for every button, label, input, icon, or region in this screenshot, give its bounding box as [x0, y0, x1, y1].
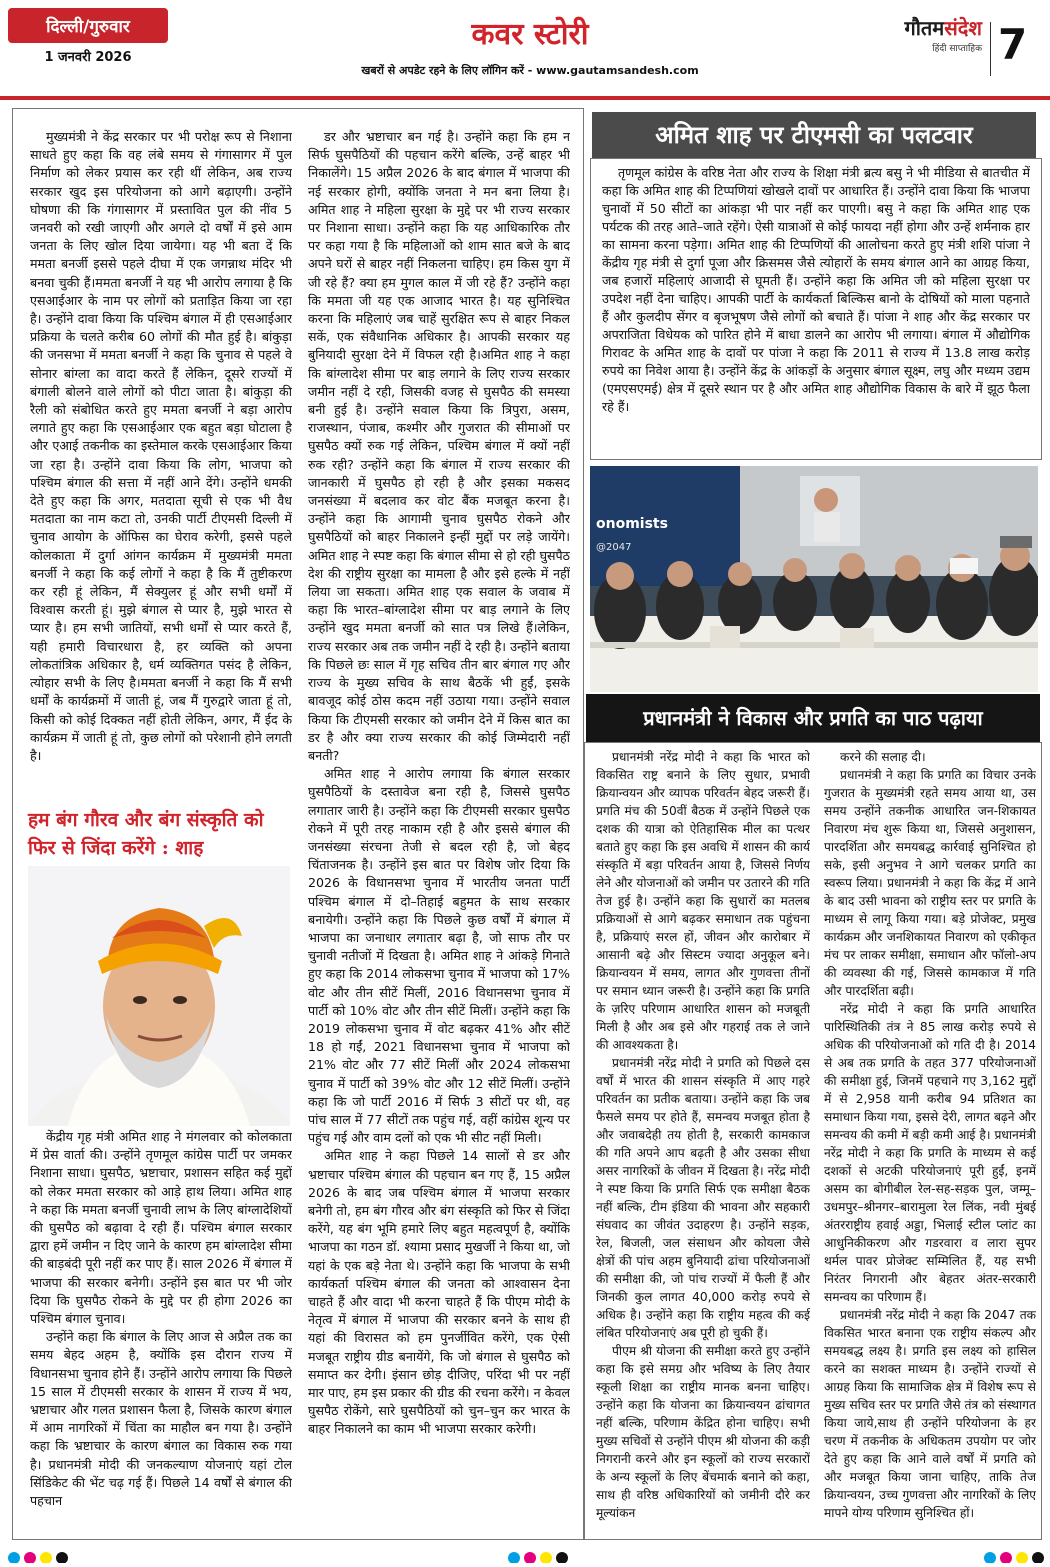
meeting-photo — [590, 466, 1038, 692]
brand-subtitle: हिंदी साप्ताहिक — [932, 44, 982, 54]
story2-headline: अमित शाह पर टीएमसी का पलटवार — [592, 112, 1036, 158]
brand-suffix: संदेश — [944, 16, 982, 40]
story3-paragraph: प्रधानमंत्री नरेंद्र मोदी ने कहा कि भारत को विकसित राष्ट्र बनाने के लिए सुधार, प्रभावी क्रियान्वयन और व्यापक परिवर्तन बेहद जरूरी हैं। प्रगति मंच की 50वीं बैठक में उन्होंने पिछले एक दशक की यात्रा को ऐतिहासिक मील का पत्थर बताते हुए कहा कि इस अवधि में शासन की कार्य संस्कृति में बड़ा परिवर्तन आया है, जिससे निर्णय लेने और योजनाओं को जमीन पर उतारने की गति तेज हुई है। उन्होंने कहा कि सुधारों का मतलब प्रक्रियाओं से आगे बढ़कर समाधान तक पहुंचना है, प्रक्रियाएं सरल हों, जीवन और कारोबार में आसानी बढ़े और सिस्टम ज्यादा अनुकूल बने। क्रियान्वयन में समय, लागत और गुणवत्ता तीनों पर समान ध्यान जरूरी है। उन्होंने कहा कि प्रगति के ज़रिए परिणाम आधारित शासन को मजबूती मिली है और अब इसे और गहराई तक ले जाने की आवश्यकता है। — [596, 750, 810, 1052]
photo-backdrop-subtext: @2047 — [596, 542, 632, 553]
dateline — [8, 8, 168, 65]
story1-column1-top — [30, 128, 292, 788]
page-header — [0, 0, 1050, 96]
story2-paragraph: तृणमूल कांग्रेस के वरिष्ठ नेता और राज्य के शिक्षा मंत्री ब्रत्य बसु ने भी मीडिया से बातचीत में कहा कि अमित शाह की टिप्पणियां खोखले दावों पर आधारित हैं। उन्होंने दावा किया कि भाजपा चुनावों में 50 सीटों का आंकड़ा भी पार नहीं कर पाएगी। बसु ने कहा कि अमित शाह एक पर्यटक की तरह आते–जाते रहेंगे। ऐसी यात्राओं से कोई फायदा नहीं होगा और उन्हें शर्मनाक हार का सामना करना पड़ेगा। अमित शाह की टिप्पणियों की आलोचना करते हुए मंत्री शशि पांजा ने केंद्रीय गृह मंत्री से दुर्गा पूजा और क्रिसमस जैसे त्योहारों के समय बंगाल आने का आग्रह किया, जब हजारों महिलाएं आजादी से घूमती हैं। उन्होंने कहा कि अमित जी को महिला सुरक्षा पर उपदेश नहीं देना चाहिए। आपकी पार्टी के कार्यकर्ता बिल्किस बानो के दोषियों को माला पहनाते हैं और कुलदीप सेंगर व बृजभूषण जैसे लोगों को बचाते हैं। पांजा ने शाह और केंद्र सरकार पर अपराजिता विधेयक को पारित होने में बाधा डालने का आरोप भी लगाया। बंगाल में औद्योगिक गिरावट के अमित शाह के दावों पर पांजा ने कहा कि 2011 से राज्य में 13.8 लाख करोड़ रुपये का निवेश आया है। उन्होंने केंद्र के आंकड़ों के अनुसार बंगाल सूक्ष्म, लघु और मध्यम उद्यम (एमएसएमई) क्षेत्र में दूसरे स्थान पर है और अमित शाह औद्योगिक विकास के बारे में झूठ फैला रहे हैं। — [602, 165, 1030, 414]
section-title: कवर स्टोरी — [471, 17, 589, 52]
story3-paragraph: नरेंद्र मोदी ने कहा कि प्रगति आधारित पारिस्थितिकी तंत्र ने 85 लाख करोड़ रुपये से अधिक की परियोजनाओं को गति दी है। 2014 से अब तक प्रगति के तहत 377 परियोजनाओं की समीक्षा हुई, जिनमें पहचाने गए 3,162 मुद्दों में से 2,958 यानी करीब 94 प्रतिशत का समाधान किया गया, इससे देरी, लागत बढ़ने और समन्वय की कमी में बड़ी कमी आई है। प्रधानमंत्री नरेंद्र मोदी ने कहा कि प्रगति के माध्यम से कई दशकों से अटकी परियोजनाएं पूरी हुईं, इनमें असम का बोगीबील रेल-सह-सड़क पुल, जम्मू–उधमपुर–श्रीनगर–बारामुला रेल लिंक, नवी मुंबई अंतरराष्ट्रीय हवाई अड्डा, भिलाई स्टील प्लांट का आधुनिकीकरण और गडरवारा व लारा सुपर थर्मल पावर प्रोजेक्ट सम्मिलित हैं, यह सभी निरंतर निगरानी और बेहतर अंतर-सरकारी समन्वय का परिणाम हैं। — [824, 1002, 1036, 1304]
story3-headline: प्रधानमंत्री ने विकास और प्रगति का पाठ पढ़ाया — [586, 694, 1040, 742]
photo-backdrop-text: onomists — [596, 516, 668, 532]
story1-paragraph: केंद्रीय गृह मंत्री अमित शाह ने मंगलवार को कोलकाता में प्रेस वार्ता की। उन्होंने तृणमूल कांग्रेस पार्टी पर जमकर निशाना साधा। घुसपैठ, भ्रष्टाचार, प्रशासन सहित कई मुद्दों को लेकर ममता सरकार को आड़े हाथ लिया। अमित शाह ने कहा कि ममता बनर्जी चुनावी लाभ के लिए बांग्लादेशियों की घुसपैठ को बढ़ावा दे रही हैं। पश्चिम बंगाल सरकार द्वारा हमें जमीन न दिए जाने के कारण हम बांग्लादेश सीमा की बाड़बंदी पूरी नहीं कर पाए हैं। साल 2026 में बंगाल में भाजपा की सरकार बनेगी। उन्होंने इस बात पर भी जोर दिया कि घुसपैठ रोकने के मुद्दे पर ही होगा 2026 का पश्चिम बंगाल चुनाव। — [30, 1129, 292, 1327]
masthead-logo — [862, 14, 982, 54]
story3-paragraph: प्रधानमंत्री ने कहा कि प्रगति का विचार उनके गुजरात के मुख्यमंत्री रहते समय आया था, उस समय उन्होंने तकनीक आधारित जन-शिकायत निवारण मंच शुरू किया था, जिससे अनुशासन, पारदर्शिता और समयबद्ध कार्रवाई सुनिश्चित हो सके, इसी अनुभव ने आगे चलकर प्रगति का स्वरूप लिया। प्रधानमंत्री ने कहा कि केंद्र में आने के बाद उसी भावना को राष्ट्रीय स्तर पर प्रगति के माध्यम से लागू किया गया। बड़े प्रोजेक्ट, प्रमुख कार्यक्रम और जनशिकायत निवारण को एकीकृत मंच पर लाकर समीक्षा, समाधान और फॉलो-अप की व्यवस्था की गई, जिससे कामकाज में गति और पारदर्शिता बढ़ी। — [824, 768, 1036, 998]
story1-subheading: हम बंग गौरव और बंग संस्कृति को फिर से जिंदा करेंगे : शाह — [28, 809, 264, 859]
city-day-label: दिल्ली/गुरुवार — [8, 8, 168, 43]
section-header — [330, 12, 730, 78]
page-number: 7 — [998, 20, 1028, 69]
brand-name — [862, 14, 982, 41]
story1-paragraph: अमित शाह ने आरोप लगाया कि बंगाल सरकार घुसपैठियों के दस्तावेज बना रही है, जिससे घुसपैठ लगातार जारी है। उन्होंने कहा कि टीएमसी सरकार घुसपैठ रोकने में पूरी तरह नाकाम रही है और इससे बंगाल की जनसंख्या संरचना तेजी से बदल रही है, जो बेहद चिंताजनक है। उन्होंने इस बात पर विशेष जोर दिया कि 2026 के विधानसभा चुनाव में भारतीय जनता पार्टी पश्चिम बंगाल में दो–तिहाई बहुमत के साथ सरकार बनायेगी। उन्होंने कहा कि पिछले कुछ वर्षों में बंगाल में भाजपा का जनाधार लगातार बढ़ा है, जो साफ तौर पर चुनावी नतीजों में दिखता है। अमित शाह ने आंकड़े गिनाते हुए कहा कि 2014 लोकसभा चुनाव में भाजपा को 17% वोट और तीन सीटें मिलीं, 2016 विधानसभा चुनाव में पार्टी को 10% वोट और तीन सीटें मिलीं। उन्होंने कहा कि 2019 लोकसभा चुनाव में वोट बढ़कर 41% और सीटें 18 हो गईं, 2021 विधानसभा चुनाव में भाजपा को 21% वोट और 77 सीटें मिलीं और 2024 लोकसभा चुनाव में पार्टी को 39% वोट और 12 सीटें मिलीं। उन्होंने कहा कि जो पार्टी 2016 में सिर्फ 3 सीटों पर थी, वह पांच साल में 77 सीटों तक पहुंच गई, वहीं कांग्रेस शून्य पर पहुंच गई और वाम दलों को एक भी सीट नहीं मिली। — [308, 766, 570, 1146]
issue-date: 1 जनवरी 2026 — [44, 50, 132, 65]
story3-paragraph: करने की सलाह दी। — [840, 750, 926, 764]
amit-shah-portrait — [28, 866, 290, 1126]
story2-body — [602, 164, 1030, 450]
brand-prefix: गौतम — [904, 16, 945, 40]
story3-column1 — [596, 748, 810, 1534]
story3-column2 — [824, 748, 1036, 1534]
story1-paragraph: अमित शाह ने कहा पिछले 14 सालों से डर और भ्रष्टाचार पश्चिम बंगाल की पहचान बन गए हैं, 15 अप्रैल 2026 के बाद जब पश्चिम बंगाल में भाजपा सरकार बनेगी तो, हम बंग गौरव और बंग संस्कृति को फिर से जिंदा करेंगे, यह बंग भूमि हमारे लिए बहुत महत्वपूर्ण है, क्योंकि भाजपा का गठन डॉ. श्यामा प्रसाद मुखर्जी ने किया था, जो यहां के एक बड़े नेता थे। उन्होंने कहा कि भाजपा के सभी कार्यकर्ता पश्चिम बंगाल की जनता को आश्वासन देना चाहते हैं और वादा भी करना चाहते हैं कि पीएम मोदी के नेतृत्व में बंगाल में भाजपा की सरकार बनने के साथ ही यहां की विरासत को हम पुनर्जीवित करेंगे, एक ऐसी मजबूत राष्ट्रीय ग्रीड बनायेंगे, कि जो बंगाल से घुसपैठ को समाप्त कर देगी। इंसान छोड़ दीजिए, परिंदा भी पर नहीं मार पाए, हम इस प्रकार की ग्रीड की रचना करेंगे। न केवल घुसपैठ रोकेंगे, सारे घुसपैठियों को चुन–चुन कर भारत के बाहर निकालने का काम भी भाजपा सरकार करेगी। — [308, 1148, 570, 1437]
header-rule — [0, 96, 1050, 100]
story1-paragraph: मुख्यमंत्री ने केंद्र सरकार पर भी परोक्ष रूप से निशाना साधते हुए कहा कि वह लंबे समय से गंगासागर में पुल निर्माण को लेकर प्रयास कर रही थीं लेकिन, अब राज्य सरकार खुद इस परियोजना को आगे बढ़ाएगी। उन्होंने घोषणा की कि गंगासागर में प्रस्तावित पुल की नींव 5 जनवरी को रखी जाएगी और अगले दो वर्षों में इसे आम जनता के लिए खोल दिया जायेगा। यह भी बता दें कि ममता बनर्जी इससे पहले दीघा में एक जगन्नाथ मंदिर भी बनवा चुकी हैं।ममता बनर्जी ने यह भी आरोप लगाया है कि एसआईआर के नाम पर लोगों को प्रताड़ित किया जा रहा है। उन्होंने दावा किया कि पश्चिम बंगाल में ही एसआईआर प्रक्रिया के चलते करीब 60 लोगों की मौत हुई है। बांकुड़ा की जनसभा में ममता बनर्जी ने कहा कि चुनाव से पहले वे सोनार बांग्ला का वादा करते हैं लेकिन, दूसरे राज्यों में बंगाली बोलने वाले लोगों को पीटा जाता है। बांकुड़ा की रैली को संबोधित करते हुए ममता बनर्जी ने बड़ा आरोप लगाते हुए कहा कि एसआईआर एक बहुत बड़ा घोटाला है और एआई तकनीक का इस्तेमाल करके एसआईआर किया जा रहा है। उन्होंने दावा किया कि लोग, भाजपा को पश्चिम बंगाल की सत्ता में नहीं आने देंगे। उन्होंने धमकी देते हुए कहा कि अगर, मतदाता सूची से एक भी वैध मतदाता का नाम कटा तो, उनकी पार्टी टीएमसी दिल्ली में चुनाव आयोग के ऑफिस का घेराव करेगी, इससे पहले कोलकाता में दुर्गा आंगन कार्यक्रम में मुख्यमंत्री ममता बनर्जी ने कहा कि कई लोगों ने कहा है कि मैं तुष्टीकरण कर रही हूं लेकिन, मैं सेक्युलर हूं और सभी धर्मों में विश्वास करती हूं। मुझे बंगाल से प्यार है, मुझे भारत से प्यार है। हम सभी जातियों, सभी धर्मों से प्यार करते हैं, यही हमारी विचारधारा है, हर व्यक्ति को अपना लोकतांत्रिक अधिकार है, धर्म व्यक्तिगत पसंद है लेकिन, त्योहार सभी के लिए है।ममता बनर्जी ने कहा कि मैं सभी धर्मों के कार्यक्रमों में जाती हूं, जब मैं गुरुद्वारे जाता हूं तो, किसी को कोई दिक्कत नहीं होती लेकिन, अगर, मैं ईद के कार्यक्रम में जाती हूं तो, कुछ लोगों को परेशानी होने लगती है। — [30, 129, 292, 763]
header-divider — [990, 22, 991, 76]
story1-column1-bottom — [30, 1128, 292, 1528]
story3-paragraph: प्रधानमंत्री नरेंद्र मोदी ने कहा कि 2047 तक विकसित भारत बनाना एक राष्ट्रीय संकल्प और समयबद्ध लक्ष्य है। प्रगति इस लक्ष्य को हासिल करने का सशक्त माध्यम है। उन्होंने राज्यों से आग्रह किया कि सामाजिक क्षेत्र में विशेष रूप से मुख्य सचिव स्तर पर प्रगति जैसे तंत्र को संस्थागत किया जाये,साथ ही उन्होंने परियोजना के हर चरण में तकनीक के अधिकतम उपयोग पर जोर देते हुए कहा कि आने वाले वर्षों में प्रगति को और मजबूत किया जाना चाहिए, ताकि तेज क्रियान्वयन, उच्च गुणवत्ता और नागरिकों के लिए मापने योग्य परिणाम सुनिश्चित हों। — [824, 1308, 1036, 1520]
story1-column2 — [308, 128, 570, 1528]
story1-paragraph: उन्होंने कहा कि बंगाल के लिए आज से अप्रैल तक का समय बेहद अहम है, क्योंकि इस दौरान राज्य में विधानसभा चुनाव होने हैं। उन्होंने आरोप लगाया कि पिछले 15 साल में टीएमसी सरकार के शासन में राज्य में भय, भ्रष्टाचार और गलत प्रशासन फैला है, जिसके कारण बंगाल में आम नागरिकों में चिंता का माहौल बन गया है। उन्होंने कहा कि भ्रष्टाचार के कारण बंगाल का विकास रुक गया है। प्रधानमंत्री मोदी की जनकल्याण योजनाएं यहां टोल सिंडिकेट की भेंट चढ़ गई हैं। पिछले 14 वर्षों से बंगाल की पहचान — [30, 1329, 292, 1509]
website-tagline[interactable]: खबरों से अपडेट रहने के लिए लॉगिन करें - www.gautamsandesh.com — [361, 64, 699, 77]
story3-paragraph: प्रधानमंत्री नरेंद्र मोदी ने प्रगति को पिछले दस वर्षों में भारत की शासन संस्कृति में आए गहरे परिवर्तन का प्रतीक बताया। उन्होंने कहा कि जब फैसले समय पर होते हैं, समन्वय मजबूत होता है और जवाबदेही तय होती है, सरकारी कामकाज की गति अपने आप बढ़ती है और उसका सीधा असर नागरिकों के जीवन में दिखता है। नरेंद्र मोदी ने स्पष्ट किया कि प्रगति सिर्फ एक समीक्षा बैठक नहीं बल्कि, टीम इंडिया की भावना और सहकारी संघवाद का जीवंत उदाहरण है। उन्होंने सड़क, रेल, बिजली, जल संसाधन और कोयला जैसे क्षेत्रों की पांच अहम बुनियादी ढांचा परियोजनाओं की समीक्षा की, जो पांच राज्यों में फैली हैं और जिनकी कुल लागत 40,000 करोड़ रुपये से अधिक है। उन्होंने कहा कि राष्ट्रीय महत्व की कई लंबित परियोजनाएं अब पूरी हो चुकी हैं। — [596, 1056, 810, 1340]
story3-paragraph: पीएम श्री योजना की समीक्षा करते हुए उन्होंने कहा कि इसे समग्र और भविष्य के लिए तैयार स्कूली शिक्षा का राष्ट्रीय मानक बनना चाहिए। उन्होंने कहा कि योजना का क्रियान्वयन ढांचागत नहीं बल्कि, परिणाम केंद्रित होना चाहिए। सभी मुख्य सचिवों से उन्होंने पीएम श्री योजना की कड़ी निगरानी करने और इन स्कूलों को राज्य सरकारों के अन्य स्कूलों के लिए बेंचमार्क बनाने को कहा, साथ ही वरिष्ठ अधिकारियों को जमीनी दौरे कर मूल्यांकन — [596, 1344, 810, 1520]
story1-paragraph: डर और भ्रष्टाचार बन गई है। उन्होंने कहा कि हम न सिर्फ घुसपैठियों की पहचान करेंगे बल्कि, उन्हें बाहर भी निकालेंगे। 15 अप्रैल 2026 के बाद बंगाल में भाजपा की नई सरकार होगी, क्योंकि जनता ने मन बना लिया है। अमित शाह ने महिला सुरक्षा के मुद्दे पर भी राज्य सरकार पर निशाना साधा। उन्होंने कहा कि यह आधिकारिक तौर पर कहा गया है कि महिलाओं को शाम सात बजे के बाद अपने घरों से बाहर नहीं निकलना चाहिए। हम किस युग में जी रहे हैं? क्या हम मुगल काल में जी रहे हैं? उन्होंने कहा कि ममता जी यह एक आजाद भारत है। यह सुनिश्चित करना कि महिलाएं जब चाहें सुरक्षित रूप से बाहर निकल सकें, एक संवैधानिक अधिकार है। आपकी सरकार यह बुनियादी सुरक्षा देने में विफल रही है।अमित शाह ने कहा कि बांग्लादेश सीमा पर बाड़ लगाने के लिए राज्य सरकार जमीन नहीं दे रही, जिसकी वजह से घुसपैठ की समस्या बनी हुई है। उन्होंने सवाल किया कि त्रिपुरा, असम, राजस्थान, पंजाब, कश्मीर और गुजरात की सीमाओं पर घुसपैठ क्यों रुक गई लेकिन, पश्चिम बंगाल में क्यों नहीं रुक रही? उन्होंने कहा कि बंगाल में राज्य सरकार की जानकारी में घुसपैठ हो रही है और इसका मकसद जनसंख्या में बदलाव कर वोट बैंक मजबूत करना है। उन्होंने कहा कि आगामी चुनाव घुसपैठ रोकने और घुसपैठियों को बाहर निकालने इन्हीं मुद्दों पर लड़े जायेंगे। अमित शाह ने स्पष्ट कहा कि बंगाल सीमा से हो रही घुसपैठ देश की राष्ट्रीय सुरक्षा का मामला है और इसे हल्के में नहीं लिया जा सकता। अमित शाह एक सवाल के जवाब में कहा कि भारत–बांग्लादेश सीमा पर बाड़ लगाने के लिए उन्होंने खुद ममता बनर्जी को सात पत्र लिखे हैं।लेकिन, राज्य सरकार अब तक जमीन नहीं दे रही है। उन्होंने बताया कि पिछले छः साल में गृह सचिव तीन बार बंगाल गए और राज्य के मुख्य सचिव के साथ बैठकें भी हुईं, इसके बावजूद कोई ठोस कदम नहीं उठाया गया। उन्होंने सवाल किया कि टीएमसी सरकार को जमीन देने में किस बात का डर है और क्या राज्य सरकार की कोई जिम्मेदारी नहीं बनती? — [308, 129, 570, 763]
print-color-bar — [0, 1548, 1050, 1563]
